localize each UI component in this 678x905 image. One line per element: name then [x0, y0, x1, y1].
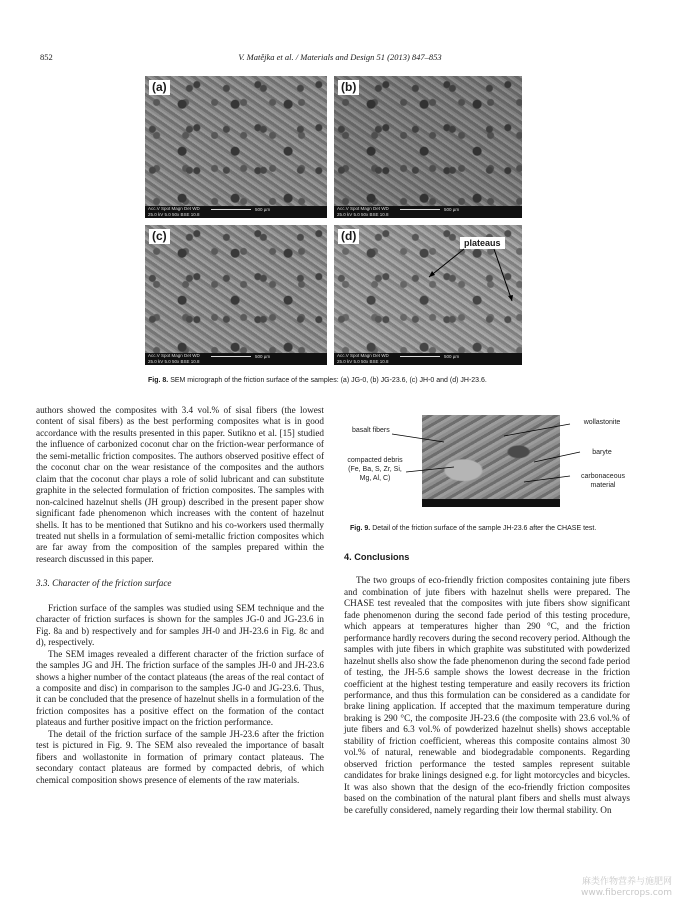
figure-8-caption [148, 376, 548, 385]
caption-text: SEM micrograph of the friction surface of the samples: (a) JG-0, (b) JG-23.6, (c) JH-0 and (d) JH-23.6. [170, 377, 487, 384]
page-header [40, 52, 640, 66]
sem-panel-c [145, 225, 327, 365]
paragraph: The two groups of eco-friendly friction composites containing jute fibers and combination of jute fibers with hazelnut shells were prepared. The CHASE test revealed that the composites with jute fibers show significant fade phenomenon during the second fade period of this testing procedure, which appears at temperatures higher than 290 °C, and the friction performance hardly recovers during the second recovery period. Although the samples with jute fibers in which graphite was substituted with powderized hazelnut shells also show the fade phenomenon during the second fade period of testing, the JH-5.6 sample shows the lowest decrease in the friction coefficient at the highest testing temperature and easily recovers its friction performance, and thus this formulation can be considered as a candidate for brake lining application. If accepted that the maximum temperature during braking is 290 °C, the composite JH-23.6 (the composite with 23.6 vol.% of jute fibers and 6.3 vol.% of powderized hazelnut shells) shows acceptable stability of friction coefficient, whereas this composite contains almost 30 vol.% of natural, renewable and biodegradable components. Regarding observed friction performance the tested samples represent suitable candidates for brake linings designed e.g. for light motorcycles and bicycles. It was also shown that the design of the eco-friendly friction composites based on the combination of the natural plant fibers and shells must always be carefully considered, namely regarding their low thermal stability. On [344, 575, 631, 815]
left-column [36, 405, 324, 786]
sem-panel-a [145, 76, 327, 218]
label-baryte: baryte [592, 449, 612, 456]
panel-label-d: (d) [338, 229, 359, 244]
subsection-title: 3.3. Character of the friction surface [36, 578, 172, 589]
panel-label-c: (c) [149, 229, 170, 244]
scale-bar: Acc.V Spot Magn Det WD 25.0 kV 5.0 50x BSE 10.8 500 µm [334, 206, 522, 218]
plateaus-annotation: plateaus [460, 237, 505, 249]
sem-panel-d [334, 225, 522, 365]
scale-bar: Acc.V Spot Magn Det WD 25.0 kV 5.0 50x BSE 10.8 500 µm [334, 353, 522, 365]
panel-label-b: (b) [338, 80, 359, 95]
paragraph: authors showed the composites with 3.4 vol.% of sisal fibers (the lowest content of sisal fibers) as the best performing composites what is in good accordance with the results presented in this paper. Sutikno et al. [15] studied the influence of carbonized coconut char on the friction-wear performance of the semi-metallic friction composites. The authors observed positive effect of the coconut char on the wear resistance of the composites and the authors claim that the coconut char plays a role of solid lubricant and can substitute graphite in the selected formulation of friction composites. The samples with non-calcined hazelnut shells (JH group) described in the present paper show significant fade phenomenon which increases with the content of hazelnut shells. It has to be mentioned that Sutikno and his co-workers used thermally treated nut shells in a formulation of semi-metallic friction composites which are far away from the composition of the samples prepared within the research discussed in this paper. [36, 405, 324, 564]
section-title: 4. Conclusions [344, 552, 410, 562]
panel-label-a: (a) [149, 80, 170, 95]
label-compacted-debris: compacted debris (Fe, Ba, S, Zr, Si, Mg, Al, C) [347, 457, 403, 482]
scale-bar: Acc.V Spot Magn Det WD 25.0 kV 5.0 50x BSE 10.8 500 µm [145, 353, 327, 365]
running-title: V. Matějka et al. / Materials and Design 51 (2013) 847–853 [238, 52, 442, 62]
figure-9-caption [350, 524, 650, 533]
paragraph: The SEM images revealed a different character of the friction surface of the samples JG and JH. The friction surface of the samples JH-0 and JH-23.6 shows a higher number of the contact plateaus (the areas of the real contact of a composite and disc) in comparison to the samples JG-0 and JG-23.6. Thus, it can be concluded that the presence of hazelnut shells in a formulation of the friction composites has a positive effect on the formation of the contact plateaus and further positive impact on the friction performance. [36, 648, 324, 728]
scale-bar: Acc.V Spot Magn Det WD 25.0 kV 5.0 50x BSE 10.8 500 µm [145, 206, 327, 218]
label-wollastonite: wollastonite [583, 419, 621, 426]
watermark: 麻类作物营养与施肥网 www.fibercrops.com [581, 877, 672, 898]
caption-label: Fig. 8. [148, 377, 169, 384]
label-carbonaceous-material: carbonaceous material [581, 473, 625, 489]
right-column [344, 552, 630, 816]
figure-9 [344, 412, 644, 516]
sem-panel-b [334, 76, 522, 218]
annotation-arrows [334, 225, 522, 365]
label-basalt-fibers: basalt fibers [352, 427, 390, 434]
page-number: 852 [40, 52, 53, 62]
paragraph: Friction surface of the samples was studied using SEM technique and the character of friction surfaces is shown for the samples JG-0 and JG-23.6 in Fig. 8a and b) respectively and for samples JH-0 and JH-23.6 in Fig. 8c and d), respectively. [36, 602, 324, 648]
label-arrows [344, 412, 644, 516]
paragraph: The detail of the friction surface of the sample JH-23.6 after the friction test is pictured in Fig. 9. The SEM also revealed the importance of basalt fibers and wollastonite in formation of primary contact plateaus. The secondary contact plateaus are formed by compacted debris, of which chemical composition shows presence of elements of the raw materials. [36, 728, 324, 785]
caption-text: Detail of the friction surface of the sample JH-23.6 after the CHASE test. [372, 525, 597, 532]
caption-label: Fig. 9. [350, 525, 371, 532]
